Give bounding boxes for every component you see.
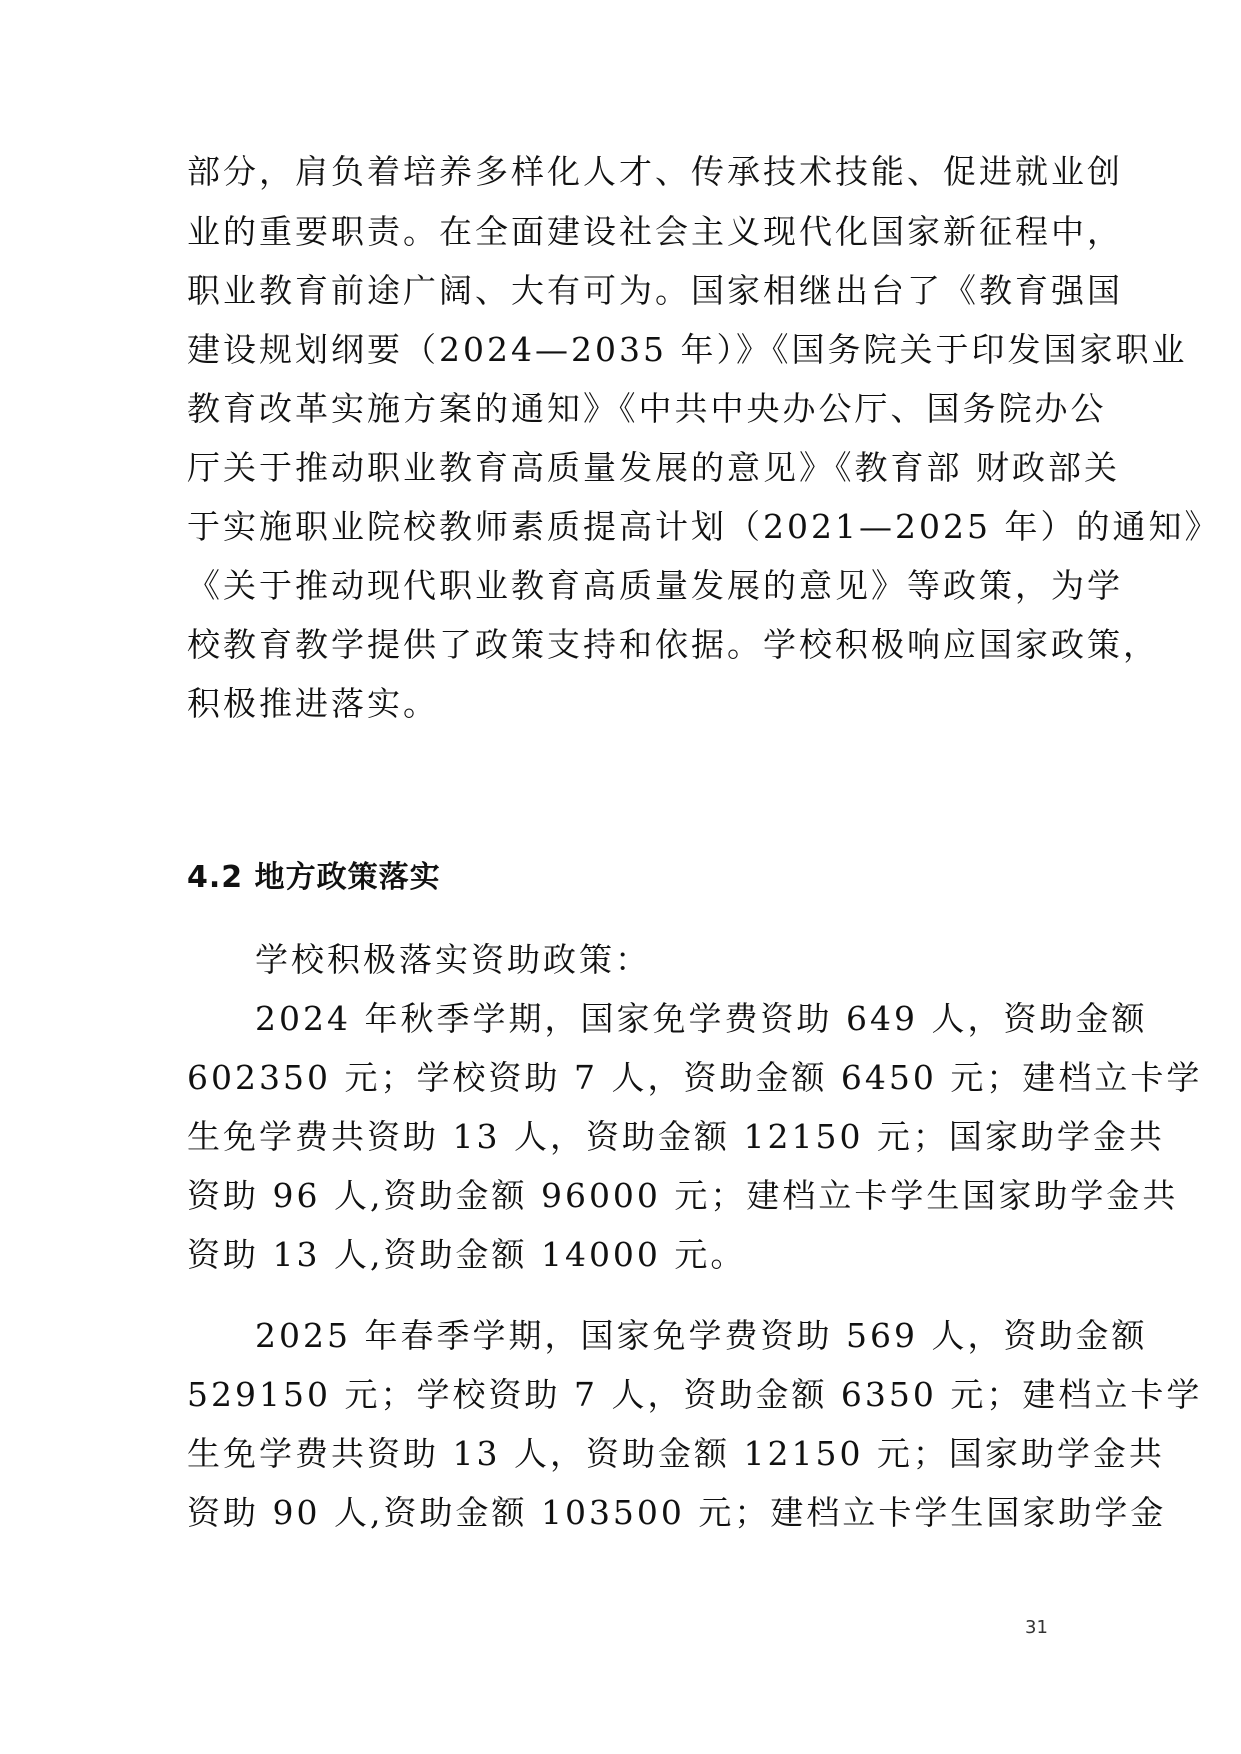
paragraph-line: 529150 元；学校资助 7 人，资助金额 6350 元；建档立卡学 — [187, 1375, 1203, 1414]
body-text-line: 于实施职业院校教师素质提高计划（2021—2025 年）的通知》 — [187, 507, 1221, 546]
paragraph-line: 资助 13 人,资助金额 14000 元。 — [187, 1235, 747, 1274]
body-text-line: 职业教育前途广阔、大有可为。国家相继出台了《教育强国 — [187, 271, 1123, 310]
intro-text: 学校积极落实资助政策： — [255, 940, 651, 979]
body-text-line: 《关于推动现代职业教育高质量发展的意见》等政策，为学 — [187, 566, 1123, 605]
paragraph-line: 生免学费共资助 13 人，资助金额 12150 元；国家助学金共 — [187, 1434, 1165, 1473]
paragraph-line: 资助 90 人,资助金额 103500 元；建档立卡学生国家助学金 — [187, 1493, 1167, 1532]
paragraph-line: 2025 年春季学期，国家免学费资助 569 人，资助金额 — [255, 1316, 1148, 1355]
body-text-line: 校教育教学提供了政策支持和依据。学校积极响应国家政策， — [187, 625, 1159, 664]
paragraph-line: 资助 96 人,资助金额 96000 元；建档立卡学生国家助学金共 — [187, 1176, 1179, 1215]
body-text-line: 教育改革实施方案的通知》《中共中央办公厅、国务院办公 — [187, 389, 1107, 428]
section-heading: 4.2 地方政策落实 — [187, 860, 441, 895]
body-text-line: 业的重要职责。在全面建设社会主义现代化国家新征程中， — [187, 212, 1123, 251]
paragraph-line: 2024 年秋季学期，国家免学费资助 649 人，资助金额 — [255, 999, 1148, 1038]
body-text-line: 部分，肩负着培养多样化人才、传承技术技能、促进就业创 — [187, 152, 1123, 191]
paragraph-line: 生免学费共资助 13 人，资助金额 12150 元；国家助学金共 — [187, 1117, 1165, 1156]
body-text-line: 建设规划纲要（2024—2035 年）》《国务院关于印发国家职业 — [187, 330, 1188, 369]
body-text-line: 积极推进落实。 — [187, 684, 439, 723]
page-number: 31 — [1025, 1617, 1048, 1638]
body-text-line: 厅关于推动职业教育高质量发展的意见》《教育部 财政部关 — [187, 448, 1120, 487]
paragraph-line: 602350 元；学校资助 7 人，资助金额 6450 元；建档立卡学 — [187, 1058, 1203, 1097]
